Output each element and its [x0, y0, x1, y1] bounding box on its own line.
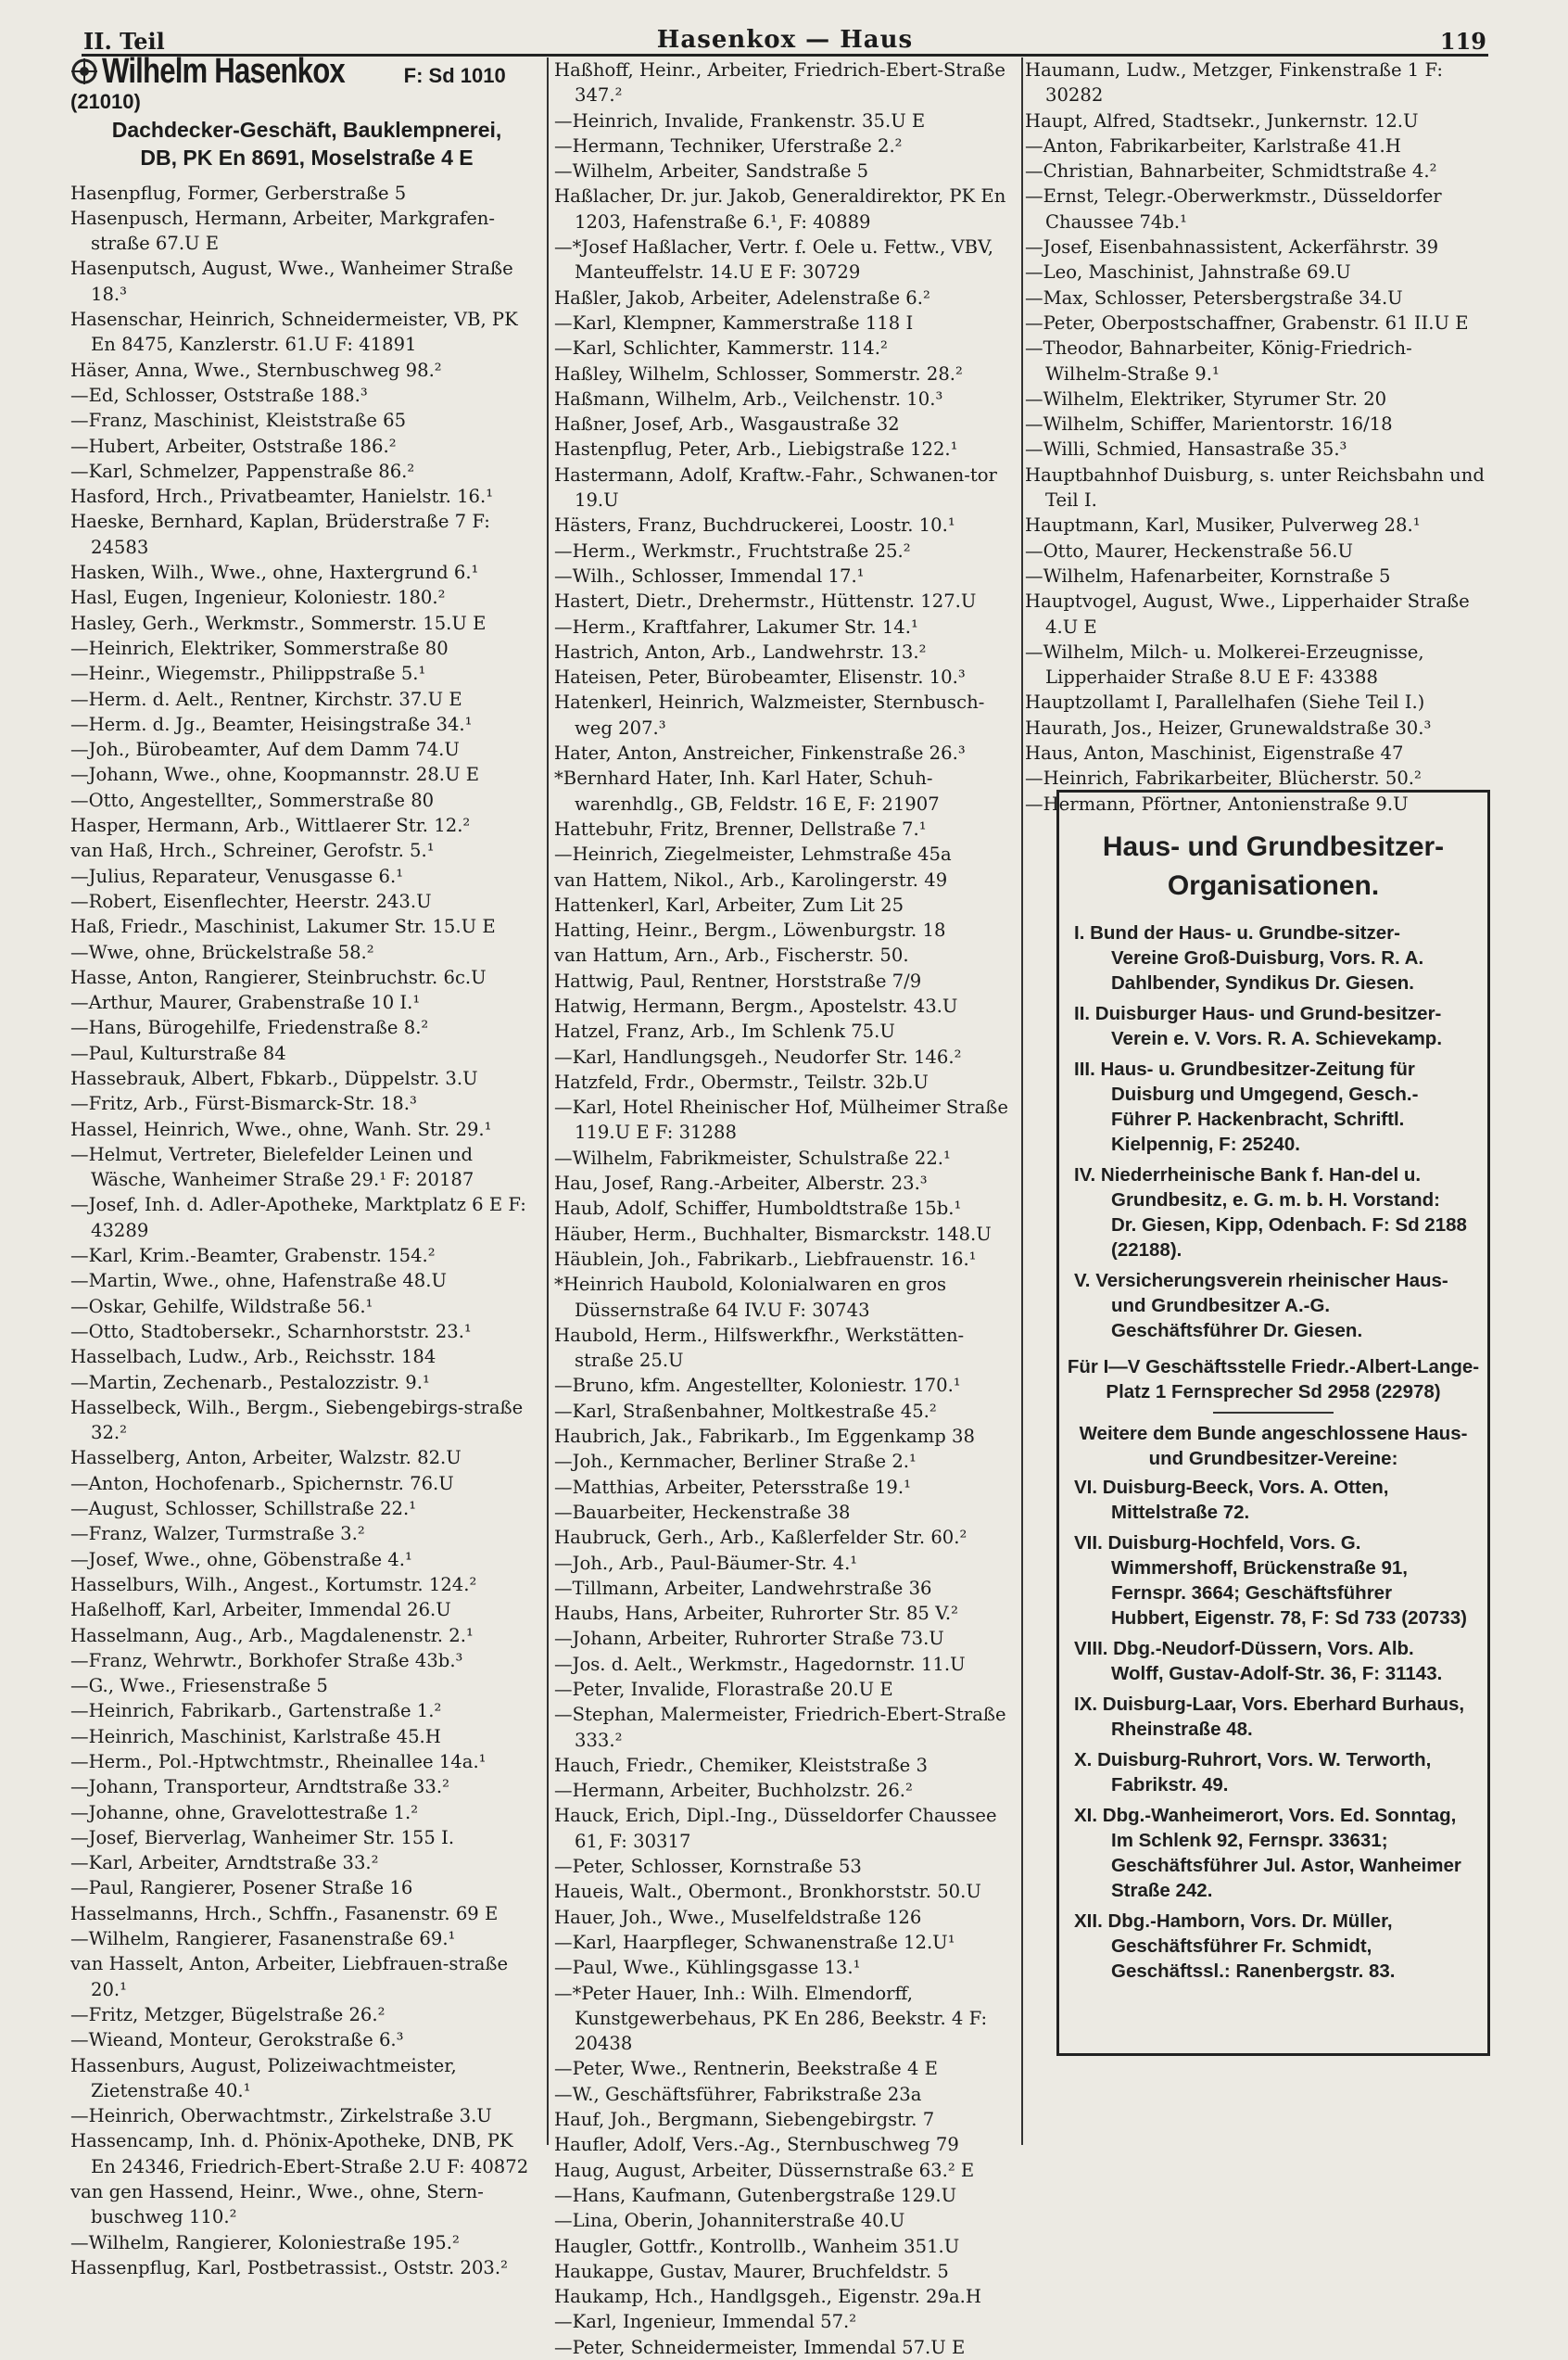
org-number: V. [1074, 1270, 1096, 1291]
entries-list [70, 181, 543, 2281]
org-text: Duisburg-Hochfeld, Vors. G. Wimmershoff, Brückenstraße 91, Fernspr. 3664; Geschäftsführer Hubbert, Eigenstr. 78, F: Sd 733 (20733) [1107, 1532, 1467, 1629]
list-item: Hassencamp, Inh. d. Phönix-Apotheke, DNB, PK En 24346, Friedrich-Ebert-Straße 2.U F: 40872 [70, 2130, 529, 2177]
org-item [1059, 1636, 1467, 1686]
list-item: —Hans, Kaufmann, Gutenbergstraße 129.U [554, 2184, 957, 2206]
org-number: II. [1074, 1003, 1095, 1024]
advert-name: Wilhelm Hasenkox [102, 52, 345, 91]
list-item: —Wilhelm, Rangierer, Koloniestraße 195.² [70, 2231, 460, 2253]
list-item: Hatzel, Franz, Arb., Im Schlenk 75.U [554, 1021, 895, 1043]
org-number: X. [1074, 1749, 1098, 1770]
list-item: —Karl, Klempner, Kammerstraße 118 I [554, 311, 914, 334]
list-item: Hasken, Wilh., Wwe., ohne, Haxtergrund 6.¹ [70, 562, 479, 584]
list-item: Hauf, Joh., Bergmann, Siebengebirgstr. 7 [554, 2109, 935, 2131]
list-item: —Willi, Schmied, Hansastraße 35.³ [1025, 438, 1347, 461]
list-item: Haugler, Gottfr., Kontrollb., Wanheim 351.U [554, 2235, 960, 2257]
list-item: van Hattem, Nikol., Arb., Karolingerstr. 49 [554, 869, 948, 891]
list-item: Haubold, Herm., Hilfswerkfhr., Werkstätten-straße 25.U [554, 1324, 965, 1372]
org-number: XI. [1074, 1805, 1103, 1826]
org-text: Duisburg-Ruhrort, Vors. W. Terworth, Fabrikstr. 49. [1097, 1749, 1432, 1795]
list-item: —Anton, Hochofenarb., Spichernstr. 76.U [70, 1472, 454, 1494]
list-item: —Heinr., Wiegemstr., Philippstraße 5.¹ [70, 663, 426, 685]
list-item: Hassenpflug, Karl, Postbetrassist., Oststr. 203.² [70, 2256, 508, 2278]
list-item: —Hermann, Techniker, Uferstraße 2.² [554, 134, 903, 157]
list-item: Haus, Anton, Maschinist, Eigenstraße 47 [1025, 742, 1404, 765]
list-item: —Otto, Angestellter,, Sommerstraße 80 [70, 789, 435, 811]
page-number: 119 [1439, 28, 1486, 55]
list-item: Hasselberg, Anton, Arbeiter, Walzstr. 82.U [70, 1447, 462, 1469]
org-item [1059, 1909, 1467, 1984]
list-item: —W., Geschäftsführer, Fabrikstraße 23a [554, 2083, 922, 2105]
list-item: Hattenkerl, Karl, Arbeiter, Zum Lit 25 [554, 894, 904, 916]
list-item: —Joh., Kernmacher, Berliner Straße 2.¹ [554, 1451, 917, 1473]
org-list [1059, 1475, 1487, 1984]
list-item: *Heinrich Haubold, Kolonialwaren en gros Düssernstraße 64 IV.U F: 30743 [554, 1274, 947, 1321]
list-item: Haumann, Ludw., Metzger, Finkenstraße 1 F: 30282 [1025, 59, 1443, 107]
list-item: —Jos. d. Aelt., Werkmstr., Hagedornstr. 11.U [554, 1653, 966, 1675]
list-item: —Heinrich, Invalide, Frankenstr. 35.U E [554, 109, 926, 132]
list-item: —Joh., Bürobeamter, Auf dem Damm 74.U [70, 739, 460, 761]
list-item: van gen Hassend, Heinr., Wwe., ohne, Stern-buschweg 110.² [70, 2181, 484, 2228]
list-item: —Heinrich, Ziegelmeister, Lehmstraße 45a [554, 844, 952, 866]
list-item: —G., Wwe., Friesenstraße 5 [70, 1675, 328, 1697]
list-item: —Karl, Schmelzer, Pappenstraße 86.² [70, 460, 415, 482]
advert-line: DB, PK En 8691, Moselstraße 4 E [140, 145, 474, 170]
list-item: Häuber, Herm., Buchhalter, Bismarckstr. 148.U [554, 1223, 992, 1245]
list-item: —Stephan, Malermeister, Friedrich-Ebert-Straße 333.² [554, 1704, 1006, 1751]
list-item: Hattebuhr, Fritz, Brenner, Dellstraße 7.¹ [554, 818, 927, 840]
org-number: VII. [1074, 1532, 1108, 1554]
list-item: —Peter, Schneidermeister, Immendal 57.U E [554, 2336, 966, 2358]
list-item: Hauck, Erich, Dipl.-Ing., Düsseldorfer Chaussee 61, F: 30317 [554, 1805, 997, 1852]
list-item: Hasenputsch, August, Wwe., Wanheimer Straße 18.³ [70, 258, 513, 305]
list-item: —Hans, Bürogehilfe, Friedenstraße 8.² [70, 1017, 429, 1039]
list-item: —Ernst, Telegr.-Oberwerkmstr., Düsseldorfer Chaussee 74b.¹ [1025, 185, 1442, 233]
list-item: Hasselmanns, Hrch., Schffn., Fasanenstr. 69 E [70, 1902, 499, 1924]
list-item: —Bruno, kfm. Angestellter, Koloniestr. 170.¹ [554, 1375, 961, 1397]
list-item: —Fritz, Arb., Fürst-Bismarck-Str. 18.³ [70, 1093, 417, 1115]
list-item: —Helmut, Vertreter, Bielefelder Leinen und Wäsche, Wanheimer Straße 29.¹ F: 20187 [70, 1143, 474, 1191]
box-title: Haus- und Grundbesitzer-Organisationen. [1102, 831, 1445, 901]
org-number: IX. [1074, 1694, 1103, 1715]
list-item: —Wilhelm, Schiffer, Marientorstr. 16/18 [1025, 413, 1393, 436]
list-item: Hastermann, Adolf, Kraftw.-Fahr., Schwanen-tor 19.U [554, 463, 997, 512]
list-item: —Wilhelm, Milch- u. Molkerei-Erzeugnisse, Lipperhaider Straße 8.U E F: 43388 [1025, 641, 1424, 689]
list-item: —Anton, Fabrikarbeiter, Karlstraße 41.H [1025, 134, 1401, 157]
list-item: —Herm., Pol.-Hptwchtmstr., Rheinallee 14a.¹ [70, 1751, 487, 1772]
list-item: —Wilhelm, Hafenarbeiter, Kornstraße 5 [1025, 565, 1391, 587]
list-item: —Heinrich, Maschinist, Karlstraße 45.H [70, 1725, 441, 1747]
list-item: Haubruck, Gerh., Arb., Kaßlerfelder Str. 60.² [554, 1527, 967, 1549]
org-item [1059, 1162, 1467, 1262]
list-item: —Karl, Ingenieur, Immendal 57.² [554, 2311, 857, 2333]
list-item: —Hubert, Arbeiter, Oststraße 186.² [70, 435, 397, 457]
list-item: —Josef, Wwe., ohne, Göbenstraße 4.¹ [70, 1548, 412, 1570]
list-item: Häublein, Joh., Fabrikarb., Liebfrauenstr. 16.¹ [554, 1248, 977, 1270]
list-item: —August, Schlosser, Schillstraße 22.¹ [70, 1498, 417, 1520]
list-item: —Joh., Arb., Paul-Bäumer-Str. 4.¹ [554, 1552, 858, 1574]
list-item: —Bauarbeiter, Heckenstraße 38 [554, 1501, 851, 1523]
list-item: —Tillmann, Arbeiter, Landwehrstraße 36 [554, 1577, 932, 1599]
organizations-box [1056, 790, 1490, 2056]
list-item: Hater, Anton, Anstreicher, Finkenstraße 26.³ [554, 742, 966, 765]
org-number: XII. [1074, 1910, 1108, 1932]
list-item: —Peter, Oberpostschaffner, Grabenstr. 61 II.U E [1025, 311, 1469, 334]
list-item: —Josef, Inh. d. Adler-Apotheke, Marktplatz 6 E F: 43289 [70, 1194, 526, 1241]
list-item: Haubs, Hans, Arbeiter, Ruhrorter Str. 85 V.² [554, 1603, 958, 1625]
list-item: —Peter, Invalide, Florastraße 20.U E [554, 1679, 893, 1700]
company-logo-icon [70, 57, 98, 85]
list-item: —Wilhelm, Elektriker, Styrumer Str. 20 [1025, 387, 1387, 410]
list-item: —Paul, Wwe., Kühlingsgasse 13.¹ [554, 1957, 861, 1979]
org-item [1059, 1001, 1467, 1051]
org-number: III. [1074, 1059, 1101, 1080]
list-item: Hasper, Hermann, Arb., Wittlaerer Str. 12.² [70, 815, 471, 837]
list-item: —Lina, Oberin, Johanniterstraße 40.U [554, 2210, 905, 2232]
org-item [1059, 1057, 1467, 1157]
list-item: Hatting, Heinr., Bergm., Löwenburgstr. 18 [554, 920, 946, 942]
list-item: Hasselmann, Aug., Arb., Magdalenenstr. 2.¹ [70, 1624, 474, 1646]
list-item: —Matthias, Arbeiter, Petersstraße 19.¹ [554, 1476, 911, 1498]
list-item: Haukappe, Gustav, Maurer, Bruchfeldstr. 5 [554, 2260, 949, 2282]
advert-hasenkox [70, 52, 543, 171]
list-item: —Peter, Wwe., Rentnerin, Beekstraße 4 E [554, 2058, 938, 2080]
org-text: Duisburg-Beeck, Vors. A. Otten, Mittelstraße 72. [1102, 1477, 1389, 1523]
list-item: Hasselbeck, Wilh., Bergm., Siebengebirgs-straße 32.² [70, 1396, 524, 1444]
list-item: Hau, Josef, Rang.-Arbeiter, Alberstr. 23.³ [554, 1173, 928, 1195]
list-item: Haubrich, Jak., Fabrikarb., Im Eggenkamp 38 [554, 1426, 975, 1448]
list-item: —Herm., Kraftfahrer, Lakumer Str. 14.¹ [554, 615, 918, 638]
list-item: —Hermann, Pförtner, Antonienstraße 9.U [1025, 793, 1409, 815]
list-item: —Wilh., Schlosser, Immendal 17.¹ [554, 565, 865, 587]
list-item: —Heinrich, Oberwachtmstr., Zirkelstraße 3.U [70, 2105, 492, 2127]
list-item: Hassenburs, August, Polizeiwachtmeister, Zietenstraße 40.¹ [70, 2054, 457, 2101]
list-item: —Leo, Maschinist, Jahnstraße 69.U [1025, 261, 1351, 284]
divider [1213, 1412, 1334, 1414]
org-item [1059, 920, 1467, 996]
list-item: Hauch, Friedr., Chemiker, Kleiststraße 3 [554, 1754, 928, 1776]
org-text: Haus- u. Grundbesitzer-Zeitung für Duisburg und Umgegend, Gesch.-Führer P. Hackenbracht, Schriftl. Kielpennig, F: 25240. [1100, 1059, 1419, 1155]
sub-heading: Weitere dem Bunde angeschlossene Haus- und Grundbesitzer-Vereine: [1079, 1423, 1468, 1469]
list-item: —Josef, Bierverlag, Wanheimer Str. 155 I. [70, 1826, 455, 1848]
list-item: Hauptvogel, August, Wwe., Lipperhaider Straße 4.U E [1025, 590, 1470, 638]
list-item: —Martin, Wwe., ohne, Hafenstraße 48.U [70, 1270, 447, 1292]
list-item: —Arthur, Maurer, Grabenstraße 10 I.¹ [70, 992, 421, 1014]
list-item: Hattwig, Paul, Rentner, Horststraße 7/9 [554, 970, 922, 992]
list-item: Haub, Adolf, Schiffer, Humboldtstraße 15b.¹ [554, 1198, 962, 1220]
org-text: Dbg.-Hamborn, Vors. Dr. Müller, Geschäftsführer Fr. Schmidt, Geschäftssl.: Ranenbergstr. 83. [1107, 1910, 1396, 1982]
list-item: —Herm. d. Aelt., Rentner, Kirchstr. 37.U E [70, 688, 462, 710]
list-item: Haug, August, Arbeiter, Düssernstraße 63.² E [554, 2159, 975, 2181]
list-item: —Wilhelm, Fabrikmeister, Schulstraße 22.¹ [554, 1147, 951, 1169]
list-item: Haeske, Bernhard, Kaplan, Brüderstraße 7 F: 24583 [70, 511, 490, 558]
list-item: —Heinrich, Fabrikarbeiter, Blücherstr. 50.² [1025, 768, 1422, 790]
list-item: Hateisen, Peter, Bürobeamter, Elisenstr. 10.³ [554, 666, 966, 689]
list-item: —Robert, Eisenflechter, Heerstr. 243.U [70, 890, 432, 912]
list-item: Hatwig, Hermann, Bergm., Apostelstr. 43.U [554, 995, 958, 1017]
org-text: Dbg.-Wanheimerort, Vors. Ed. Sonntag, Im Schlenk 92, Fernspr. 33631; Geschäftsführer Jul. Astor, Wanheimer Straße 242. [1102, 1805, 1461, 1901]
org-item [1059, 1692, 1467, 1742]
list-item: Hauptbahnhof Duisburg, s. unter Reichsbahn und Teil I. [1025, 463, 1485, 512]
list-item: —Heinrich, Fabrikarb., Gartenstraße 1.² [70, 1700, 442, 1722]
list-item: Haueis, Walt., Obermont., Bronkhorststr. 50.U [554, 1881, 981, 1903]
list-item: Hauer, Joh., Wwe., Muselfeldstraße 126 [554, 1906, 922, 1928]
org-item [1059, 1475, 1467, 1525]
entries-list [554, 57, 1019, 2360]
list-item: *Bernhard Hater, Inh. Karl Hater, Schuh-warenhdlg., GB, Feldstr. 16 E, F: 21907 [554, 768, 940, 815]
list-item: —Wilhelm, Arbeiter, Sandstraße 5 [554, 160, 869, 183]
list-item: —Karl, Arbeiter, Arndtstraße 33.² [70, 1852, 379, 1874]
list-item: Hastenpflug, Peter, Arb., Liebigstraße 122.¹ [554, 438, 958, 461]
list-item: Haß, Friedr., Maschinist, Lakumer Str. 15.U E [70, 916, 496, 938]
list-item: van Hattum, Arn., Arb., Fischerstr. 50. [554, 945, 909, 967]
list-item: Hassebrauk, Albert, Fbkarb., Düppelstr. 3.U [70, 1067, 478, 1089]
entries-list [1025, 57, 1488, 817]
list-item: —Karl, Hotel Rheinischer Hof, Mülheimer Straße 119.U E F: 31288 [554, 1097, 1008, 1144]
org-number: I. [1074, 922, 1091, 944]
list-item: Hästers, Franz, Buchdruckerei, Loostr. 10.¹ [554, 514, 955, 537]
advert-phone: F: Sd 1010 (21010) [70, 64, 506, 114]
list-item: —Paul, Rangierer, Posener Straße 16 [70, 1877, 413, 1899]
list-item: Hauptmann, Karl, Musiker, Pulverweg 28.¹ [1025, 514, 1421, 537]
list-item: —Johanne, ohne, Gravelottestraße 1.² [70, 1801, 419, 1823]
list-item: —Oskar, Gehilfe, Wildstraße 56.¹ [70, 1295, 373, 1317]
list-item: Hatenkerl, Heinrich, Walzmeister, Sternbusch-weg 207.³ [554, 692, 985, 739]
list-item: —Ed, Schlosser, Oststraße 188.³ [70, 384, 368, 406]
list-item: Hatzfeld, Frdr., Obermstr., Teilstr. 32b.U [554, 1071, 929, 1093]
column-divider [1021, 57, 1023, 2145]
list-item: —Herm., Werkmstr., Fruchtstraße 25.² [554, 539, 911, 562]
list-item: —Franz, Wehrwtr., Borkhofer Straße 43b.³ [70, 1649, 463, 1671]
list-item: Hasse, Anton, Rangierer, Steinbruchstr. 6c.U [70, 966, 487, 988]
list-item: —Otto, Stadtobersekr., Scharnhorststr. 23.¹ [70, 1320, 472, 1342]
list-item: —Johann, Transporteur, Arndtstraße 33.² [70, 1776, 449, 1798]
org-text: Duisburg-Laar, Vors. Eberhard Burhaus, Rheinstraße 48. [1102, 1694, 1465, 1740]
list-item: Haupt, Alfred, Stadtsekr., Junkernstr. 12.U [1025, 109, 1419, 132]
list-item: —Karl, Handlungsgeh., Neudorfer Str. 146.² [554, 1046, 962, 1068]
list-item: van Haß, Hrch., Schreiner, Gerofstr. 5.¹ [70, 840, 435, 862]
list-item: —Otto, Maurer, Heckenstraße 56.U [1025, 539, 1353, 562]
list-item: —Karl, Schlichter, Kammerstr. 114.² [554, 337, 888, 360]
list-item: Hastrich, Anton, Arb., Landwehrstr. 13.² [554, 641, 927, 663]
list-item: Hasenpusch, Hermann, Arbeiter, Markgrafen-straße 67.U E [70, 207, 496, 255]
org-number: VIII. [1074, 1638, 1114, 1659]
list-item: Haßlacher, Dr. jur. Jakob, Generaldirektor, PK En 1203, Hafenstraße 6.¹, F: 40889 [554, 185, 1006, 233]
list-item: Häser, Anna, Wwe., Sternbuschweg 98.² [70, 359, 442, 381]
list-item: Haufler, Adolf, Vers.-Ag., Sternbuschweg 79 [554, 2134, 959, 2156]
list-item: —Wieand, Monteur, Gerokstraße 6.³ [70, 2029, 404, 2051]
list-item: —Karl, Haarpfleger, Schwanenstraße 12.U¹ [554, 1931, 955, 1953]
list-item: Hasenpflug, Former, Gerberstraße 5 [70, 182, 407, 204]
list-item: Hasley, Gerh., Werkmstr., Sommerstr. 15.U E [70, 612, 487, 634]
list-item: Haßmann, Wilhelm, Arb., Veilchenstr. 10.³ [554, 387, 943, 410]
org-number: IV. [1074, 1164, 1101, 1186]
list-item: —Franz, Maschinist, Kleiststraße 65 [70, 410, 407, 432]
column-divider [547, 57, 549, 2145]
org-text: Duisburger Haus- und Grund-besitzer-Verein e. V. Vors. R. A. Schievekamp. [1094, 1003, 1443, 1049]
list-item: Haurath, Jos., Heizer, Grunewaldstraße 30.³ [1025, 717, 1432, 739]
list-item: —Theodor, Bahnarbeiter, König-Friedrich-Wilhelm-Straße 9.¹ [1025, 337, 1412, 385]
list-item: —Max, Schlosser, Petersbergstraße 34.U [1025, 286, 1403, 309]
list-item: —Wilhelm, Rangierer, Fasanenstraße 69.¹ [70, 1928, 456, 1950]
list-item: —Josef, Eisenbahnassistent, Ackerfährstr. 39 [1025, 236, 1439, 259]
list-item: —Paul, Kulturstraße 84 [70, 1042, 286, 1064]
org-text: Bund der Haus- u. Grundbe-sitzer-Vereine Groß-Duisburg, Vors. R. A. Dahlbender, Syndikus Dr. Giesen. [1090, 922, 1424, 994]
org-item [1059, 1747, 1467, 1797]
list-item: Haßhoff, Heinr., Arbeiter, Friedrich-Ebert-Straße 347.² [554, 59, 1006, 107]
list-item: Hassel, Heinrich, Wwe., ohne, Wanh. Str. 29.¹ [70, 1118, 492, 1140]
list-item: Hauptzollamt I, Parallelhafen (Siehe Teil I.) [1025, 692, 1425, 714]
list-item: —Franz, Walzer, Turmstraße 3.² [70, 1523, 365, 1545]
list-item: Hasl, Eugen, Ingenieur, Koloniestr. 180.² [70, 587, 446, 609]
column-1 [70, 52, 543, 2278]
org-text: Niederrheinische Bank f. Han-del u. Grundbesitz, e. G. m. b. H. Vorstand: Dr. Giesen, Kipp, Odenbach. F: Sd 2188 (22188). [1100, 1164, 1467, 1261]
list-item: Hasselbach, Ludw., Arb., Reichsstr. 184 [70, 1346, 436, 1368]
list-item: —Johann, Arbeiter, Ruhrorter Straße 73.U [554, 1628, 944, 1650]
list-item: —Julius, Reparateur, Venusgasse 6.¹ [70, 865, 404, 887]
list-item: —Fritz, Metzger, Bügelstraße 26.² [70, 2003, 386, 2025]
org-text: Versicherungsverein rheinischer Haus- und Grundbesitzer A.-G. Geschäftsführer Dr. Giesen. [1095, 1270, 1448, 1341]
list-item: —Heinrich, Elektriker, Sommerstraße 80 [70, 637, 449, 659]
org-list [1059, 920, 1487, 1343]
list-item: —Herm. d. Jg., Beamter, Heisingstraße 34.¹ [70, 713, 473, 735]
list-item: Hasenschar, Heinrich, Schneidermeister, VB, PK En 8475, Kanzlerstr. 61.U F: 41891 [70, 309, 518, 356]
list-item: Haßelhoff, Karl, Arbeiter, Immendal 26.U [70, 1599, 451, 1621]
office-info: Für I—V Geschäftsstelle Friedr.-Albert-Lange-Platz 1 Fernsprecher Sd 2958 (22978) [1067, 1356, 1480, 1402]
list-item: —Hermann, Arbeiter, Buchholzstr. 26.² [554, 1780, 913, 1802]
list-item: —Karl, Krim.-Beamter, Grabenstr. 154.² [70, 1245, 436, 1267]
org-text: Dbg.-Neudorf-Düssern, Vors. Alb. Wolff, Gustav-Adolf-Str. 36, F: 31143. [1111, 1638, 1443, 1684]
column-2 [554, 57, 1019, 2358]
list-item: van Hasselt, Anton, Arbeiter, Liebfrauen-straße 20.¹ [70, 1953, 509, 2000]
list-item: —*Peter Hauer, Inh.: Wilh. Elmendorff, Kunstgewerbehaus, PK En 286, Beekstr. 4 F: 20438 [554, 1982, 988, 2055]
org-number: VI. [1074, 1477, 1103, 1498]
list-item: —Peter, Schlosser, Kornstraße 53 [554, 1856, 862, 1878]
list-item: Hasford, Hrch., Privatbeamter, Hanielstr. 16.¹ [70, 486, 494, 508]
list-item: —Wwe, ohne, Brückelstraße 58.² [70, 941, 374, 963]
list-item: Haßler, Jakob, Arbeiter, Adelenstraße 6.² [554, 286, 930, 309]
advert-line: Dachdecker-Geschäft, Bauklempnerei, [111, 117, 502, 142]
list-item: —Martin, Zechenarb., Pestalozzistr. 9.¹ [70, 1371, 430, 1393]
list-item: —Christian, Bahnarbeiter, Schmidtstraße 4.² [1025, 160, 1437, 183]
org-item [1059, 1803, 1467, 1903]
header-range: Hasenkox — Haus [656, 26, 914, 54]
list-item: —Johann, Wwe., ohne, Koopmannstr. 28.U E [70, 764, 480, 786]
header-section: II. Teil [83, 28, 165, 55]
list-item: Haßner, Josef, Arb., Wasgaustraße 32 [554, 413, 900, 436]
list-item: Haßley, Wilhelm, Schlosser, Sommerstr. 28.² [554, 362, 963, 385]
list-item: Haukamp, Hch., Handlgsgeh., Eigenstr. 29a.H [554, 2286, 981, 2308]
list-item: Hastert, Dietr., Drehermstr., Hüttenstr. 127.U [554, 590, 977, 613]
list-item: —*Josef Haßlacher, Vertr. f. Oele u. Fettw., VBV, Manteuffelstr. 14.U E F: 30729 [554, 236, 994, 284]
list-item: Hasselburs, Wilh., Angest., Kortumstr. 124.² [70, 1573, 477, 1595]
org-item [1059, 1530, 1467, 1630]
org-item [1059, 1268, 1467, 1343]
list-item: —Karl, Straßenbahner, Moltkestraße 45.² [554, 1400, 937, 1422]
